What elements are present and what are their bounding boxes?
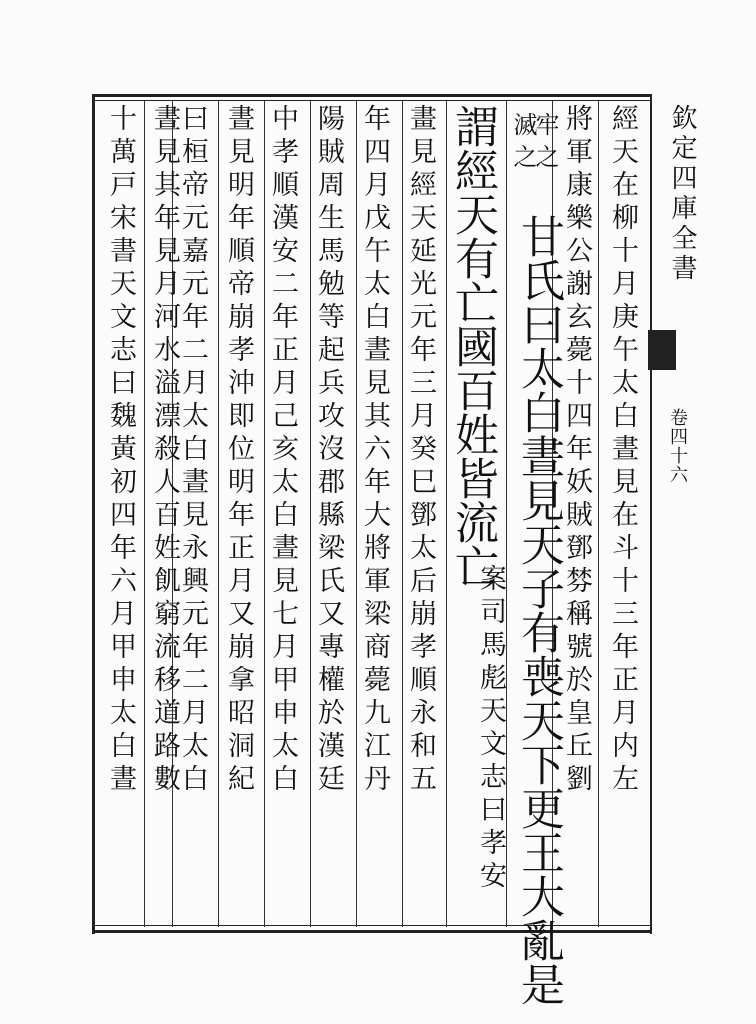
frame-left-line: [92, 94, 95, 934]
frame-top-line: [92, 94, 652, 97]
text-column-1: 經天在柳十月庚午太白晝見在斗十三年正月内左: [607, 104, 638, 797]
column-separator: [310, 101, 311, 927]
margin-volume-number: 卷四十六: [667, 408, 688, 484]
column-separator: [402, 101, 403, 927]
frame-top-inner-line: [92, 100, 652, 101]
text-column-2: 將軍康樂公謝玄薨十四年妖賊鄧棼稱號於皇丘劉: [561, 104, 592, 797]
text-column-10: 晝見明年順帝崩孝沖即位明年正月又崩拿昭洞紀: [223, 104, 254, 797]
text-column-9: 中孝順漢安二年正月己亥太白晝見七月甲申太白: [267, 104, 298, 797]
column-separator: [218, 101, 219, 927]
text-column-7: 年四月戊午太白晝見其六年大將軍梁商薨九江丹: [359, 104, 390, 797]
text-column-5-main: 謂經天有亡國百姓皆流亡: [447, 104, 498, 588]
frame-bottom-line: [92, 930, 652, 933]
column-separator: [264, 101, 265, 927]
column-separator: [144, 101, 145, 927]
frame-bottom-inner-line: [92, 925, 652, 926]
column-separator: [356, 101, 357, 927]
text-column-5-note-right: 案司馬彪天文志曰孝安: [475, 564, 506, 894]
text-column-12: 晝見其年見月河水溢漂殺人百姓飢窮流移道路數: [149, 104, 180, 797]
text-column-13: 十萬戸宋書天文志曰魏黃初四年六月甲申太白晝: [105, 104, 136, 797]
column-separator: [598, 101, 599, 927]
margin-book-title: 欽定四庫全書: [667, 104, 697, 284]
text-column-4-main: 甘氏曰太白晝見天子有喪天下更王大亂是: [513, 214, 564, 1006]
fish-tail-mark: [648, 330, 676, 370]
text-column-8: 陽賊周生馬勉等起兵攻沒郡縣梁氏又專權於漢廷: [313, 104, 344, 797]
text-column-6: 畫見經天延光元年三月癸巳鄧太后崩孝順永和五: [405, 104, 436, 797]
text-column-11: 曰桓帝元嘉元年二月太白晝見永興元年二月太白: [177, 104, 208, 797]
text-column-3-note-right: 牢之: [531, 112, 559, 176]
text-column-3-note-left: 滅之: [509, 112, 537, 176]
frame-right-line: [650, 94, 652, 934]
